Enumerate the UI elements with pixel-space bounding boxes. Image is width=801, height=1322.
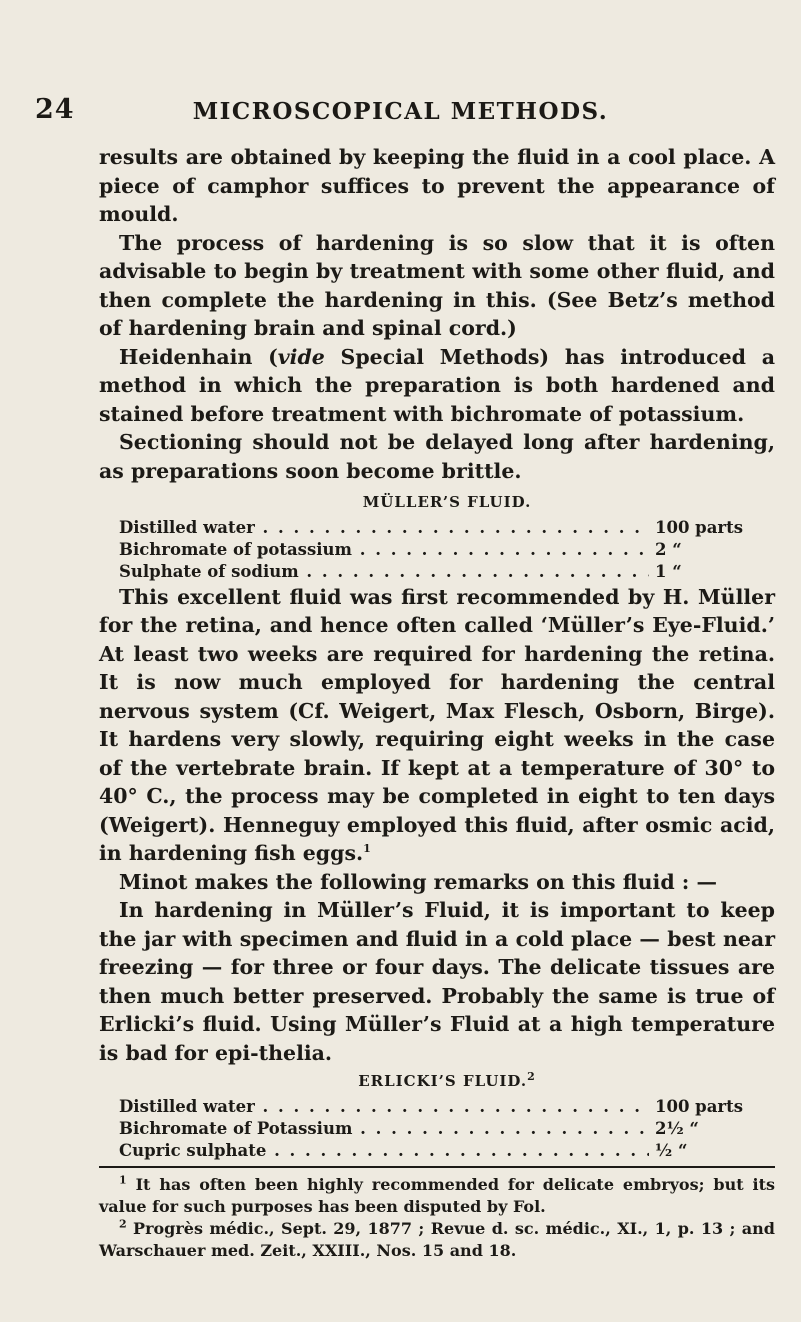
paragraph-muller: This excellent fluid was first recommended by H. Müller for the retina, and hence often called ‘Müller’s Eye-Fluid.’ At least two weeks are required for hardening the retina. It is now much employed for hardening the central nervous system (Cf. Weigert, Max Flesch, Osborn, Birge). It hardens very slowly, requiring eight weeks in the case of the vertebrate brain. If kept at a temperature of 30° to 40° C., the process may be completed in eight to ten days (Weigert). Henneguy employed this fluid, after osmic acid, in hardening fish eggs.$^1$ — [99, 584, 775, 865]
paragraph: results are obtained by keeping the fluid in a cool place. A piece of camphor suffices to prevent the appearance of mould. — [99, 145, 775, 226]
ingredient-amount: 1 “ — [655, 561, 682, 581]
erlicki-recipe — [99, 1096, 775, 1162]
ingredient-amount: 2 “ — [655, 539, 682, 559]
recipe-row — [99, 1096, 775, 1118]
ingredient-name: Bichromate of Potassium . . . — [119, 1118, 649, 1140]
paragraph: Sectioning should not be delayed long after hardening, as preparations soon become brittle. — [99, 430, 775, 483]
paragraph: In hardening in Müller’s Fluid, it is important to keep the jar with specimen and fluid in a cold place — best near freezing — for three or four days. The delicate tissues are then much better preserved. Probably the same is true of Erlicki’s fluid. Using Müller’s Fluid at a high temperature is bad for epi-thelia. — [99, 898, 775, 1065]
paragraph-heidenhain: Heidenhain (vide Special Methods) has introduced a method in which the preparation is both hardened and stained before treatment with bichromate of potassium. — [99, 344, 775, 426]
ingredient-amount: ½ “ — [655, 1140, 688, 1160]
ingredient-name: Distilled water . . . — [119, 517, 649, 539]
footnote-mark: 1 — [363, 842, 371, 856]
erlicki-fluid-heading: ERLICKI’S FLUID.$^2$ — [358, 1070, 536, 1090]
recipe-row — [99, 539, 775, 561]
ingredient-name: Cupric sulphate . . . — [119, 1140, 649, 1162]
recipe-row — [99, 561, 775, 583]
footnote-rule — [99, 1166, 775, 1168]
footnote-mark: 2 — [527, 1070, 536, 1083]
paragraph: Minot makes the following remarks on this fluid : — — [119, 869, 717, 894]
footnote: $^1$ It has often been highly recommended for delicate embryos; but its value for such purposes has been disputed by Fol. — [99, 1173, 775, 1216]
ingredient-name: Distilled water . . . — [119, 1096, 649, 1118]
ingredient-name: Sulphate of sodium . . . — [119, 561, 649, 583]
footnotes — [99, 1174, 775, 1262]
ingredient-amount: 2½ “ — [655, 1118, 699, 1138]
page-number: 24 — [35, 94, 75, 125]
ingredient-name: Bichromate of potassium . . . — [119, 539, 649, 561]
paragraph: The process of hardening is so slow that it is often advisable to begin by treatment with some other fluid, and then complete the hardening in this. (See Betz’s method of hardening brain and spinal cord.) — [99, 230, 775, 340]
ingredient-amount: 100 parts — [655, 517, 744, 537]
footnote: $^2$ Progrès médic., Sept. 29, 1877 ; Revue d. sc. médic., XI., 1, p. 13 ; and Warschauer med. Zeit., XXIII., Nos. 15 and 18. — [99, 1217, 775, 1260]
recipe-row — [99, 517, 775, 539]
recipe-row — [99, 1140, 775, 1162]
ingredient-amount: 100 parts — [655, 1096, 744, 1116]
running-header — [0, 94, 801, 134]
recipe-row — [99, 1118, 775, 1140]
muller-recipe — [99, 517, 775, 583]
body-text — [99, 143, 775, 1262]
running-title: MICROSCOPICAL METHODS. — [192, 98, 609, 125]
muller-fluid-heading: MÜLLER’S FLUID. — [362, 493, 532, 511]
